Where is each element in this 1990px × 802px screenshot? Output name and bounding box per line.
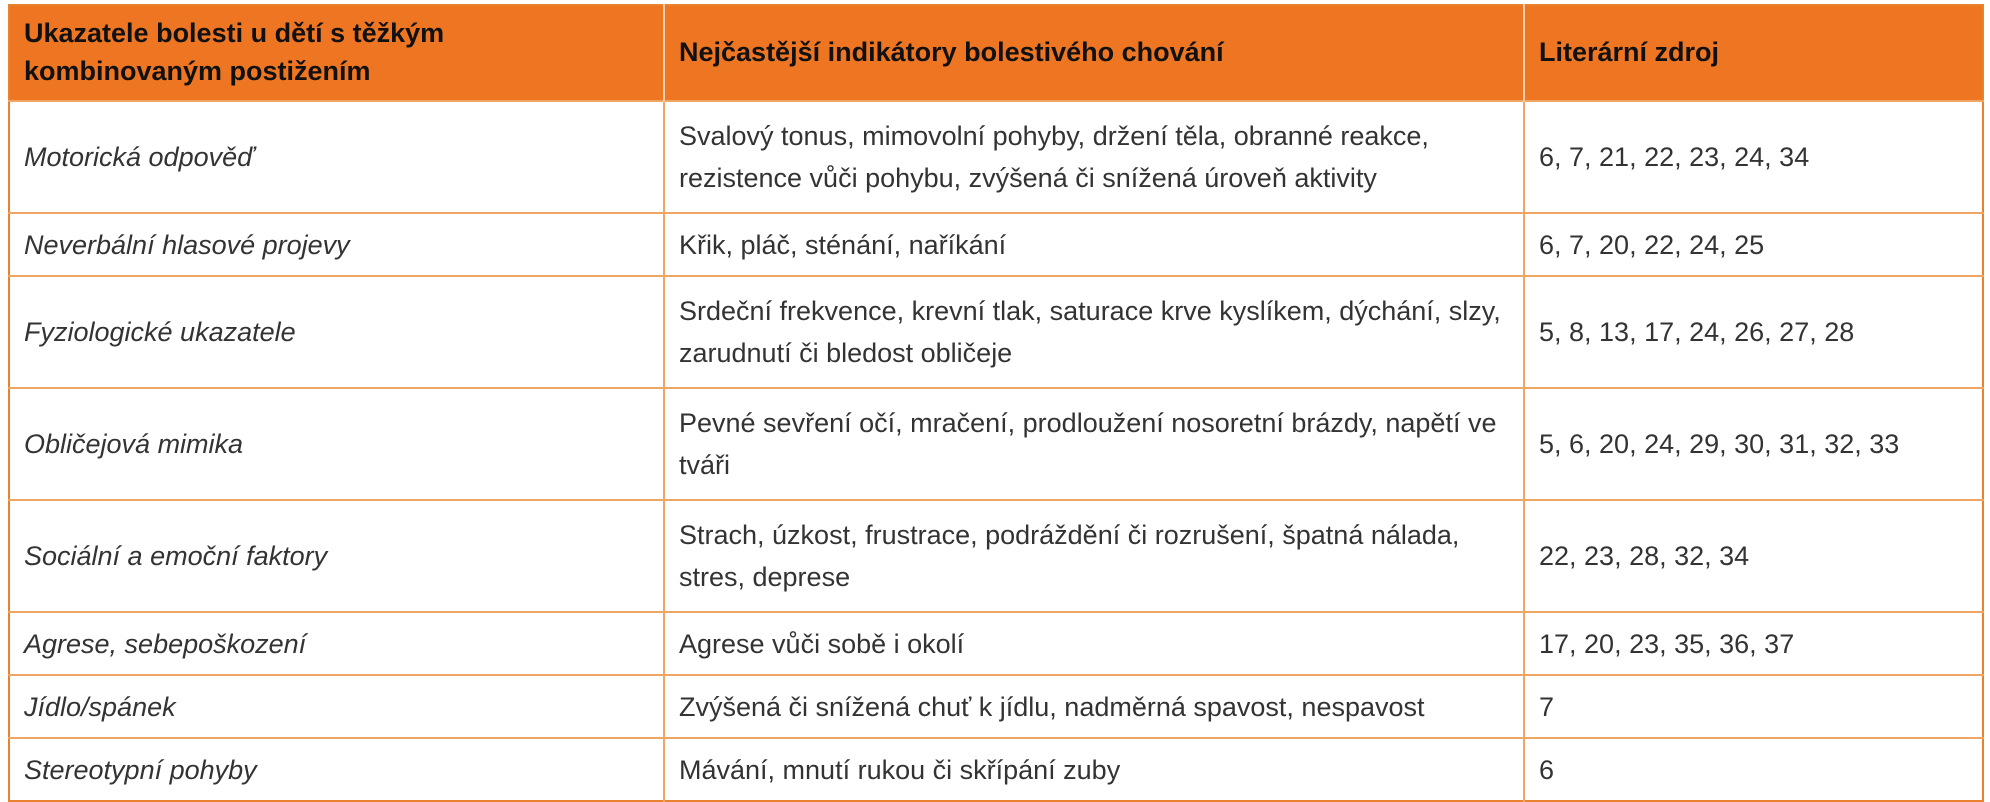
sources-cell: 5, 8, 13, 17, 24, 26, 27, 28 [1524, 276, 1983, 388]
header-row [9, 5, 1983, 101]
table-row [9, 675, 1983, 738]
sources-cell: 6 [1524, 738, 1983, 801]
behaviors-cell: Srdeční frekvence, krevní tlak, saturace krve kyslíkem, dýchání, slzy, zarudnutí či bledost obličeje [664, 276, 1524, 388]
behaviors-cell: Agrese vůči sobě i okolí [664, 612, 1524, 675]
sources-cell: 6, 7, 21, 22, 23, 24, 34 [1524, 101, 1983, 213]
indicator-cell: Motorická odpověď [9, 101, 664, 213]
indicator-cell: Fyziologické ukazatele [9, 276, 664, 388]
indicator-cell: Agrese, sebepoškození [9, 612, 664, 675]
sources-cell: 7 [1524, 675, 1983, 738]
table-row [9, 612, 1983, 675]
behaviors-cell: Zvýšená či snížená chuť k jídlu, nadměrná spavost, nespavost [664, 675, 1524, 738]
sources-cell: 17, 20, 23, 35, 36, 37 [1524, 612, 1983, 675]
indicator-cell: Stereotypní pohyby [9, 738, 664, 801]
behaviors-cell: Pevné sevření očí, mračení, prodloužení nosoretní brázdy, napětí ve tváři [664, 388, 1524, 500]
header-sources: Literární zdroj [1524, 5, 1983, 101]
indicator-cell: Obličejová mimika [9, 388, 664, 500]
indicator-cell: Neverbální hlasové projevy [9, 213, 664, 276]
header-indicator: Ukazatele bolesti u dětí s těžkým kombinovaným postižením [9, 5, 664, 101]
table-row [9, 738, 1983, 801]
sources-cell: 22, 23, 28, 32, 34 [1524, 500, 1983, 612]
sources-cell: 6, 7, 20, 22, 24, 25 [1524, 213, 1983, 276]
indicator-cell: Jídlo/spánek [9, 675, 664, 738]
table-body [9, 101, 1983, 801]
table-row [9, 388, 1983, 500]
pain-indicators-table-container [8, 4, 1982, 802]
table-row [9, 276, 1983, 388]
indicator-cell: Sociální a emoční faktory [9, 500, 664, 612]
behaviors-cell: Svalový tonus, mimovolní pohyby, držení těla, obranné reakce, rezistence vůči pohybu, zvýšená či snížená úroveň aktivity [664, 101, 1524, 213]
behaviors-cell: Mávání, mnutí rukou či skřípání zuby [664, 738, 1524, 801]
table-header [9, 5, 1983, 101]
table-row [9, 101, 1983, 213]
table-row [9, 500, 1983, 612]
sources-cell: 5, 6, 20, 24, 29, 30, 31, 32, 33 [1524, 388, 1983, 500]
table-row [9, 213, 1983, 276]
pain-indicators-table [8, 4, 1984, 802]
behaviors-cell: Strach, úzkost, frustrace, podráždění či rozrušení, špatná nálada, stres, deprese [664, 500, 1524, 612]
header-behaviors: Nejčastější indikátory bolestivého chování [664, 5, 1524, 101]
behaviors-cell: Křik, pláč, sténání, naříkání [664, 213, 1524, 276]
